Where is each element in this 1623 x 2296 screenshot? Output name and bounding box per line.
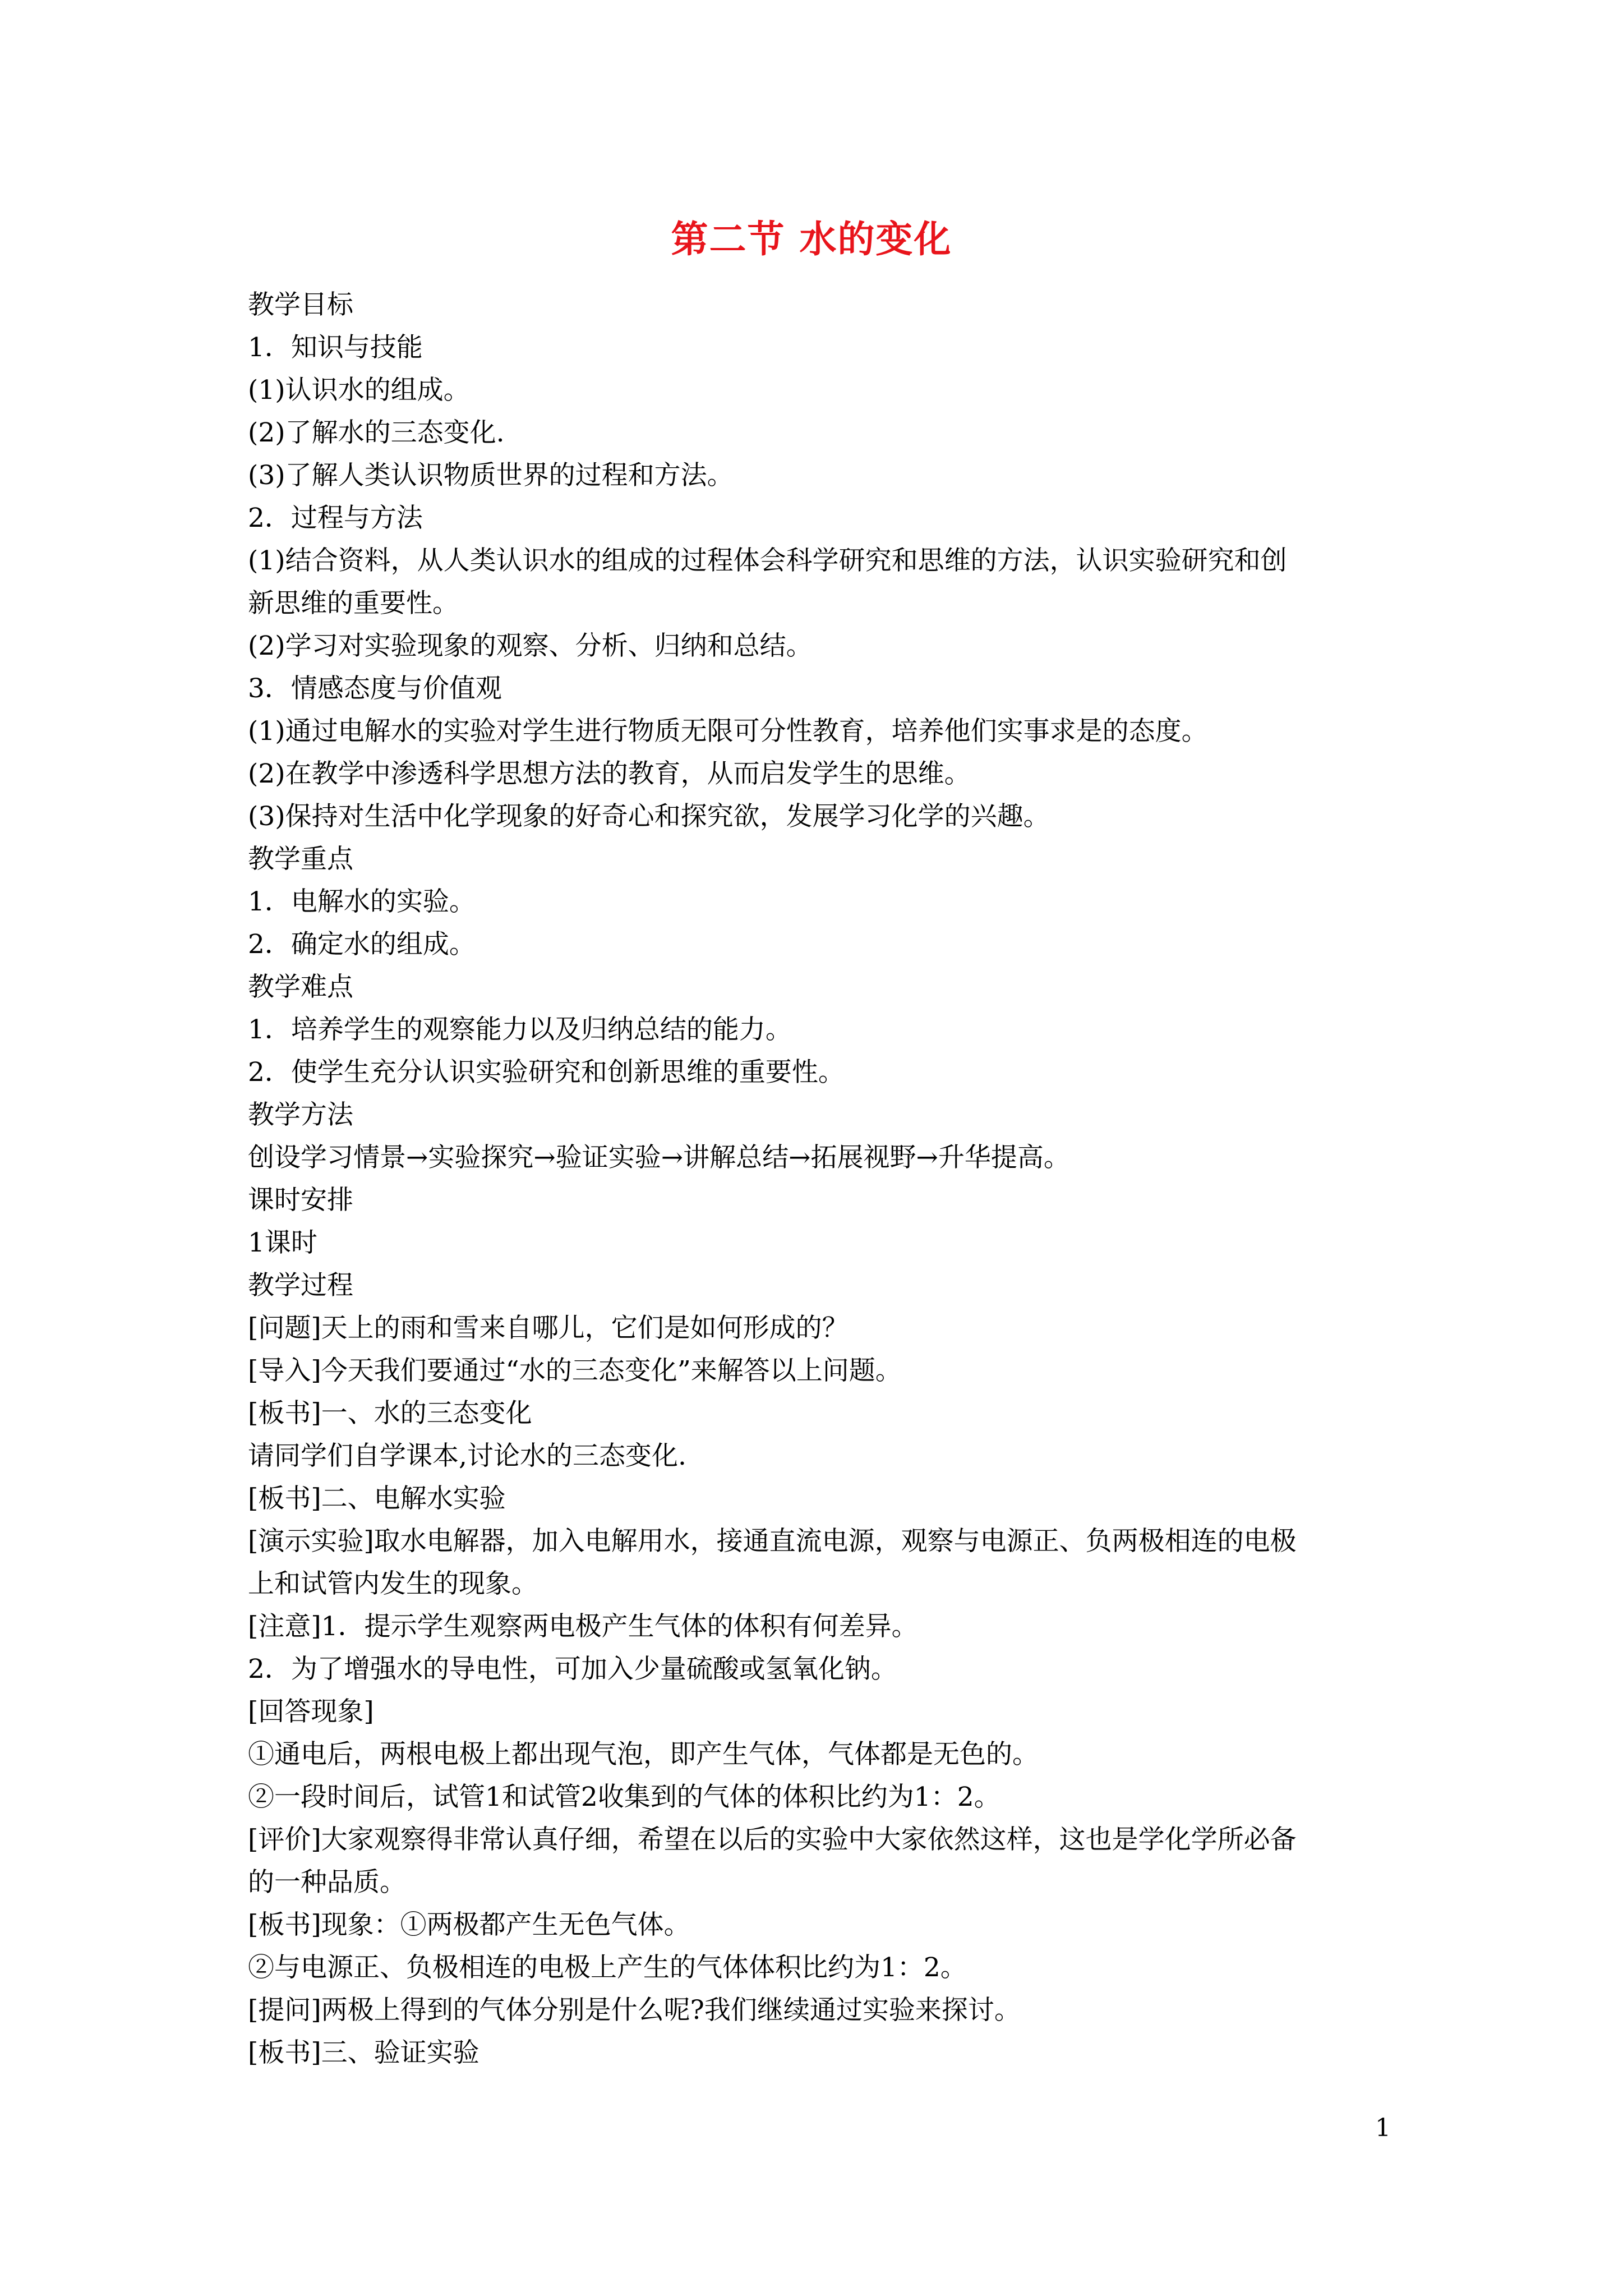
text-line: 教学难点 bbox=[248, 972, 353, 1002]
text-line: [板书]现象：①两极都产生无色气体。 bbox=[248, 1910, 690, 1940]
text-line: 1．电解水的实验。 bbox=[248, 886, 476, 917]
text-line: 教学重点 bbox=[248, 844, 353, 875]
text-line: 上和试管内发生的现象。 bbox=[248, 1568, 538, 1599]
text-line: (1)结合资料，从人类认识水的组成的过程体会科学研究和思维的方法，认识实验研究和创 bbox=[248, 545, 1287, 576]
text-line: 教学目标 bbox=[248, 289, 353, 320]
text-line: (3)了解人类认识物质世界的过程和方法。 bbox=[248, 460, 734, 491]
text-line: 创设学习情景→实验探究→验证实验→讲解总结→拓展视野→升华提高。 bbox=[248, 1142, 1070, 1173]
text-line: 2．过程与方法 bbox=[248, 503, 423, 533]
text-line: 的一种品质。 bbox=[248, 1867, 406, 1898]
text-line: (3)保持对生活中化学现象的好奇心和探究欲，发展学习化学的兴趣。 bbox=[248, 801, 1050, 832]
text-line: 1．培养学生的观察能力以及归纳总结的能力。 bbox=[248, 1014, 792, 1045]
text-line: 新思维的重要性。 bbox=[248, 588, 459, 619]
text-line: (1)通过电解水的实验对学生进行物质无限可分性教育，培养他们实事求是的态度。 bbox=[248, 716, 1208, 747]
text-line: (2)在教学中渗透科学思想方法的教育，从而启发学生的思维。 bbox=[248, 758, 971, 789]
text-line: [回答现象] bbox=[248, 1696, 374, 1727]
text-line: [板书]二、电解水实验 bbox=[248, 1483, 506, 1514]
text-line: 1课时 bbox=[248, 1227, 317, 1258]
text-line: ①通电后，两根电极上都出现气泡，即产生气体，气体都是无色的。 bbox=[248, 1739, 1039, 1770]
document-title: 第二节 水的变化 bbox=[671, 217, 952, 261]
text-line: 3．情感态度与价值观 bbox=[248, 673, 502, 704]
text-line: (2)学习对实验现象的观察、分析、归纳和总结。 bbox=[248, 631, 813, 661]
text-line: (1)认识水的组成。 bbox=[248, 375, 470, 406]
text-line: 2．为了增强水的导电性，可加入少量硫酸或氢氧化钠。 bbox=[248, 1654, 897, 1685]
text-line: [提问]两极上得到的气体分别是什么呢?我们继续通过实验来探讨。 bbox=[248, 1995, 1021, 2026]
text-line: [注意]1．提示学生观察两电极产生气体的体积有何差异。 bbox=[248, 1611, 918, 1642]
text-line: 课时安排 bbox=[248, 1185, 353, 1216]
text-line: 教学过程 bbox=[248, 1270, 353, 1301]
text-line: [演示实验]取水电解器，加入电解用水，接通直流电源，观察与电源正、负两极相连的电极 bbox=[248, 1526, 1297, 1557]
text-line: ②一段时间后，试管1和试管2收集到的气体的体积比约为1：2。 bbox=[248, 1782, 1000, 1812]
text-line: 2．使学生充分认识实验研究和创新思维的重要性。 bbox=[248, 1057, 845, 1088]
text-line: [问题]天上的雨和雪来自哪儿，它们是如何形成的？ bbox=[248, 1313, 849, 1343]
document-body bbox=[248, 284, 1386, 2074]
text-line: [板书]三、验证实验 bbox=[248, 2037, 479, 2068]
text-line: [评价]大家观察得非常认真仔细，希望在以后的实验中大家依然这样，这也是学化学所必备 bbox=[248, 1824, 1297, 1855]
text-line: [导入]今天我们要通过“水的三态变化”来解答以上问题。 bbox=[248, 1355, 902, 1386]
text-line: 2．确定水的组成。 bbox=[248, 929, 476, 960]
text-line: (2)了解水的三态变化. bbox=[248, 417, 505, 448]
text-line: [板书]一、水的三态变化 bbox=[248, 1398, 532, 1429]
text-line: 教学方法 bbox=[248, 1099, 353, 1130]
text-line: 1．知识与技能 bbox=[248, 332, 423, 363]
text-line: ②与电源正、负极相连的电极上产生的气体体积比约为1：2。 bbox=[248, 1952, 967, 1983]
text-line: 请同学们自学课本,讨论水的三态变化. bbox=[248, 1441, 686, 1471]
page-number: 1 bbox=[1375, 2114, 1391, 2142]
